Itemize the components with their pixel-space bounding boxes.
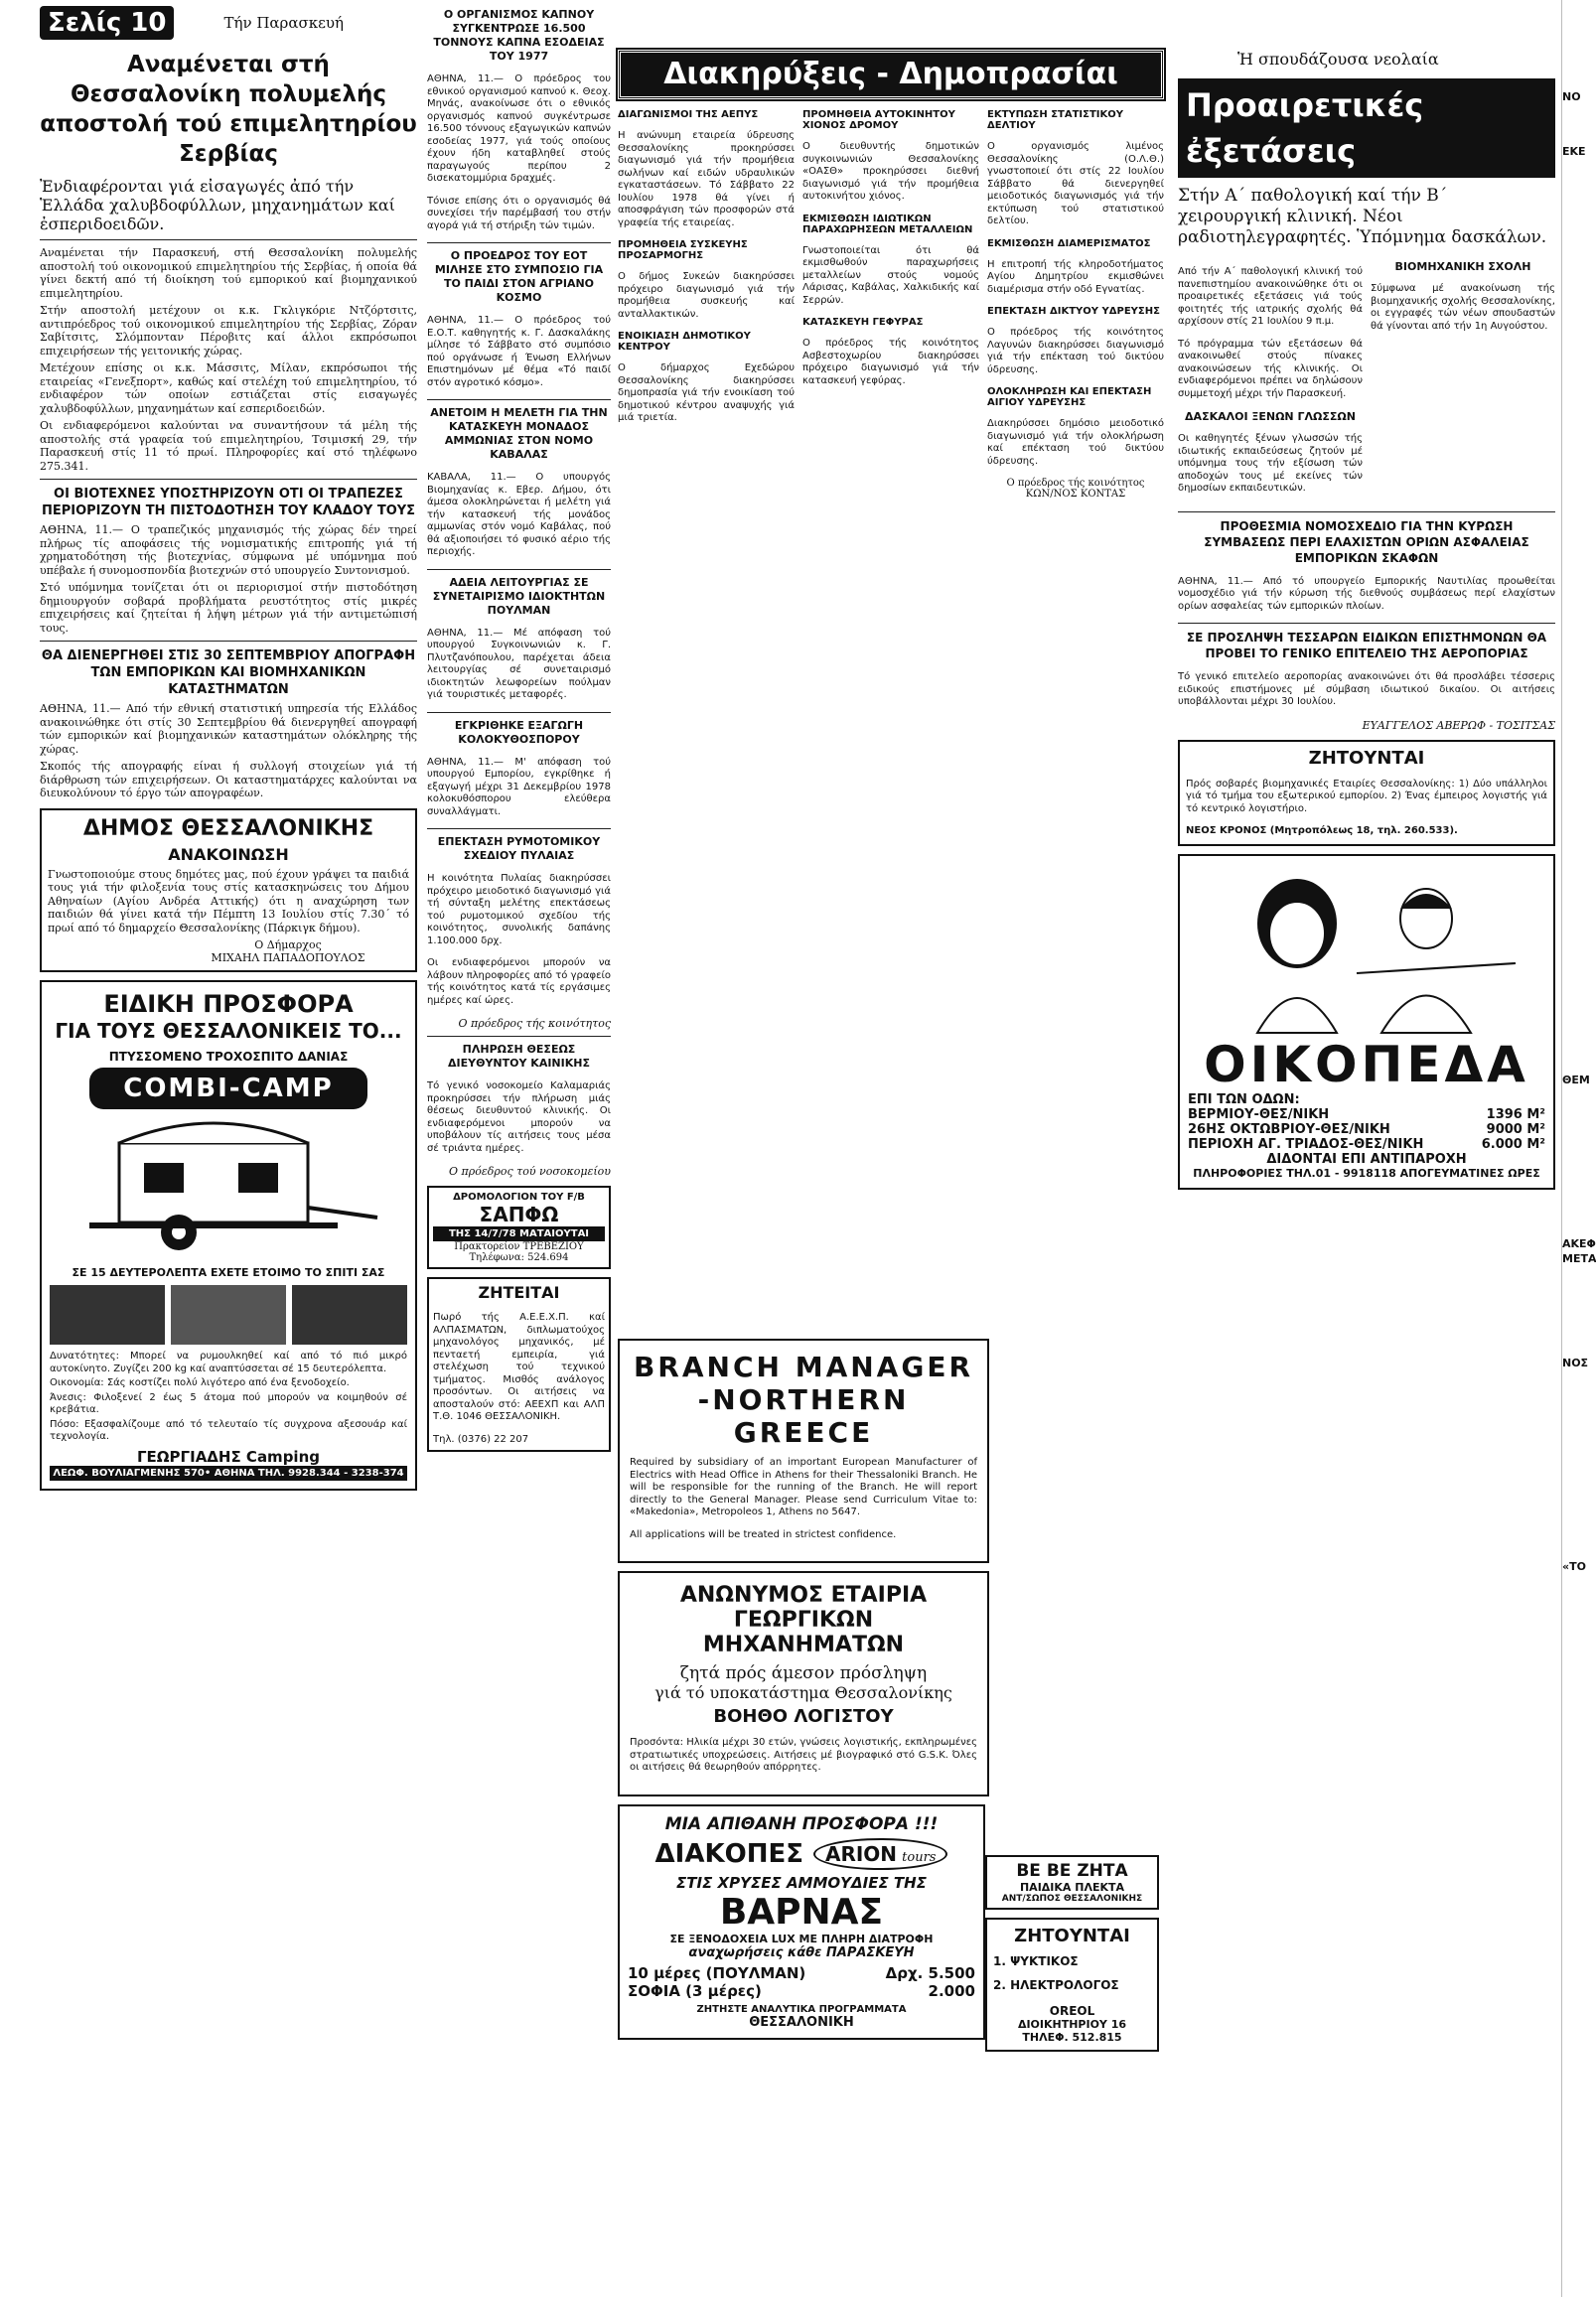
- dimos-sign-name: ΜΙΧΑΗΛ ΠΑΠΑΔΟΠΟΥΛΟΣ: [211, 951, 365, 964]
- lead-headline: Αναμένεται στή Θεσσαλονίκη πολυμελής αποστολή τού επιμελητηρίου Σερβίας: [40, 52, 417, 167]
- wanted-jobs-tel: ΤΗΛΕΦ. 512.815: [1022, 2031, 1122, 2044]
- toys-title: ΒΕ ΒΕ ΖΗΤΑ: [1016, 1861, 1128, 1881]
- tenders-grid: [618, 109, 1164, 500]
- tender-text: Ο οργανισμός λιμένος Θεσσαλονίκης (Ο.Λ.Θ.) γνωστοποιεί ότι στίς 22 Ιουλίου Σάββατο θά διενεργηθεί μειοδοτικός διαγωνισμός γιά τήν εκτύπωση τού στατιστικού δελτίου.: [987, 141, 1164, 226]
- varnas-line-1: ΣΤΙΣ ΧΡΥΣΕΣ ΑΜΜΟΥΔΙΕΣ ΤΗΣ: [676, 1873, 927, 1892]
- anonymos-ad: [618, 1571, 989, 1796]
- tobacco-paragraph: ΑΘΗΝΑ, 11.— Ο πρόεδρος του εθνικού οργανισμού καπνού κ. Θεοχ. Μηνάς, ανακοίνωσε ότι ο εθνικός οργανισμός καπνού συγκέντρωσε 16.500 τόννους εξαγωγικών καπνών εσοδείας 1977, γιά τούς οποίους έχουν ήδη καταβληθεί στούς παραγωγούς περίπου 2 δισεκατομμύρια δραχμές.: [427, 73, 611, 184]
- divider: [1178, 511, 1555, 512]
- column-3: [618, 0, 1164, 2284]
- arion-logo: [813, 1838, 947, 1870]
- divider: [427, 828, 611, 829]
- plot-area: 1396 Μ²: [1486, 1106, 1545, 1122]
- divider: [1178, 623, 1555, 624]
- varnas-info: ΖΗΤΗΣΤΕ ΑΝΑΛΥΤΙΚΑ ΠΡΟΓΡΑΜΜΑΤΑ: [696, 2003, 907, 2015]
- camp-photo: [50, 1285, 165, 1345]
- tender-heading: ΕΠΕΚΤΑΣΗ ΔΙΚΤΥΟΥ ΥΔΡΕΥΣΗΣ: [987, 306, 1160, 317]
- camp-photo: [292, 1285, 407, 1345]
- president-paragraph: ΑΘΗΝΑ, 11.— Ο πρόεδρος τού Ε.Ο.Τ. καθηγητής κ. Γ. Δασκαλάκης μίλησε τό Σάββατο στό συμπόσιο πού οργάνωσε ή Ένωση Ελλήνων Επιστημόνων μέ θέμα «Τό παιδί στόν αγροτικό κόσμο».: [427, 315, 611, 388]
- plot-area: 6.000 Μ²: [1481, 1136, 1545, 1152]
- census-paragraph: ΑΘΗΝΑ, 11.— Από τήν εθνική στατιστική υπηρεσία τής Ελλάδος ανακοινώθηκε ότι στίς 30 Σεπτεμβρίου θά διενεργηθεί απογραφή τών εμπορικών καί βιομηχανικών καταστημάτων ολόκληρης τής χώρας.: [40, 702, 417, 756]
- plots-deal: ΔΙΔΟΝΤΑΙ ΕΠΙ ΑΝΤΙΠΑΡΟΧΗ: [1266, 1151, 1467, 1167]
- plot-row: [1188, 1107, 1545, 1122]
- wanted-big-contact: ΝΕΟΣ ΚΡΟΝΟΣ (Μητροπόλεως 18, τηλ. 260.533).: [1186, 825, 1458, 836]
- camp-feature: Οικονομία: Σάς κοστίζει πολύ λιγότερο από ένα ξενοδοχείο.: [50, 1377, 350, 1388]
- tender-text: Ο δήμος Συκεών διακηρύσσει πρόχειρο διαγωνισμό γιά τήν προμήθεια συσκευής καί ανταλλακτικών.: [618, 271, 795, 320]
- adjacent-page-edge: [1561, 0, 1596, 2297]
- hiring-sign: ΕΥΑΓΓΕΛΟΣ ΑΒΕΡΩΦ - ΤΟΣΙΤΣΑΣ: [1362, 718, 1555, 732]
- varnas-tours: tours: [902, 1849, 937, 1865]
- plots-ad: [1178, 854, 1555, 1190]
- credit-headline: ΟΙ ΒΙΟΤΕΧΝΕΣ ΥΠΟΣΤΗΡΙΖΟΥΝ ΟΤΙ ΟΙ ΤΡΑΠΕΖΕΣ ΠΕΡΙΟΡΙΖΟΥΝ ΤΗ ΠΙΣΤΟΔΟΤΗΣΗ ΤΟΥ ΚΛΑΔΟΥ ΤΟΥΣ: [41, 487, 416, 518]
- anonymos-line-2: γιά τό υποκατάστημα Θεσσαλονίκης: [654, 1683, 952, 1702]
- tobacco-headline: Ο ΟΡΓΑΝΙΣΜΟΣ ΚΑΠΝΟΥ ΣΥΓΚΕΝΤΡΩΣΕ 16.500 ΤΟΝΝΟΥΣ ΚΑΠΝΑ ΕΣΟΔΕΙΑΣ ΤΟΥ 1977: [433, 8, 605, 63]
- anonymos-title-1: ΑΝΩΝΥΜΟΣ ΕΤΑΙΡΙΑ: [679, 1583, 928, 1608]
- tender-text: Η επιτροπή τής κληροδοτήματος Αγίου Δημητρίου εκμισθώνει διαμέρισμα στήν οδό Εγνατίας.: [987, 258, 1164, 295]
- camp-thumbnails: [50, 1285, 407, 1345]
- edge-text: ΝΟΣ: [1562, 1357, 1589, 1369]
- divider: [40, 641, 417, 642]
- colocynth-paragraph: ΑΘΗΝΑ, 11.— Μ' απόφαση τού υπουργού Εμπορίου, εγκρίθηκε ή εξαγωγή μέχρι 31 Δεκεμβρίου 1978 κολοκυθόσπορου ελεύθερα συναλλάγματι.: [427, 756, 611, 817]
- plots-road: ΕΠΙ ΤΩΝ ΟΔΩΝ:: [1188, 1091, 1300, 1107]
- edge-text: ΕΚΕ: [1562, 145, 1586, 158]
- youth-col: [1371, 256, 1555, 505]
- tenders-col: [802, 109, 979, 500]
- page-tag: Σελίς 10: [40, 6, 174, 40]
- varnas-brand: ARION: [824, 1841, 898, 1866]
- wanted-big-text: Πρός σοβαρές βιομηχανικές Εταιρίες Θεσσαλονίκης: 1) Δύο υπάλληλοι γιά τό τμήμα του εξωτερικού εμπορίου. 2) Ένας έμπειρος λογιστής γιά τό κεντρικό λογιστήριο.: [1186, 778, 1547, 814]
- wanted-jobs-title: ΖΗΤΟΥΝΤΑΙ: [1014, 1926, 1130, 1946]
- secretary-paragraph: Τό γενικό νοσοκομείο Καλαμαριάς προκηρύσσει τήν πλήρωση μιάς θέσεως διευθυντού κλινικής. Οι ενδιαφερόμενοι μπορούν να υποβάλουν τίς αιτήσεις τους μέσα σέ τριάντα ημέρες.: [427, 1080, 611, 1154]
- youth-col: [1178, 256, 1363, 505]
- section-banner: Διακηρύξεις - Δημοπρασίαι: [618, 50, 1164, 99]
- poultry-paragraph: ΑΘΗΝΑ, 11.— Μέ απόφαση τού υπουργού Συγκοινωνιών κ. Γ. Πλυτζανόπουλου, παρέχεται άδεια λειτουργίας σέ συνεταιρισμό ιδιοκτητών λεωφορείων πούλμαν γιά τουριστικές μεταφορές.: [427, 627, 611, 700]
- anonymos-line: ζητά πρός άμεσον πρόσληψη: [679, 1663, 928, 1683]
- caravan-illustration: [50, 1113, 407, 1262]
- column-1: [40, 0, 417, 2284]
- plot-location: ΠΕΡΙΟΧΗ ΑΓ. ΤΡΙΑΔΟΣ-ΘΕΣ/ΝΙΚΗ: [1188, 1136, 1424, 1152]
- teachers-paragraph: Οι καθηγητές ξένων γλωσσών τής ιδιωτικής εκπαιδεύσεως ζητούν μέ υπόμνημα τους τήν εξίσωση τών αποδοχών τους μέ εκείνες τών δημοσίων εκπαιδευτικών.: [1178, 433, 1363, 494]
- toys-line: ΑΝΤ/ΣΩΠΟΣ ΘΕΣΣΑΛΟΝΙΚΗΣ: [1001, 1894, 1143, 1904]
- credit-paragraph: ΑΘΗΝΑ, 11.— Ο τραπεζικός μηχανισμός τής χώρας δέν τηρεί πλήρως τίς αποφάσεις τής νομισματικής επιτροπής γιά τή χρηματοδότηση τής βιοτεχνίας, σύμφωνα μέ υπόμνημα πού υπέβαλε ή συνομοσπονδία βιοτεχνών στό υπουργείο Συντονισμού.: [40, 523, 417, 577]
- wanted-small-text: Πωρό τής Α.Ε.Ε.Χ.Π. καί ΑΛΠΑΣΜΑΤΩΝ, διπλωματούχος μηχανολόγος μηχανικός, μέ πενταετή εμπειρία, γιά στελέχωση τού τεχνικού τμήματος. Μισθός ανάλογος προσόντων. Οι αιτήσεις να αποσταλούν στό: ΑΕΕΧΠ και ΑΛΠ Τ.Θ. 1046 ΘΕΣΣΑΛΟΝΙΚΗ.: [433, 1312, 605, 1422]
- lead-paragraph: Στήν αποστολή μετέχουν οι κ.κ. Γκλιγκόριε Ντζόρτσιτς, αντιπρόεδρος τού οικονομικού επιμελητηρίου τής Σερβίας, Ζόραν Σαβίτσιτς, Σλόμπονταν Πέροβιτς καί άλλοι εκπρόσωποι επιχειρήσεων τής γειτονικής χώρας.: [40, 304, 417, 358]
- poultry-headline: ΑΔΕΙΑ ΛΕΙΤΟΥΡΓΙΑΣ ΣΕ ΣΥΝΕΤΑΙΡΙΣΜΟ ΙΔΙΟΚΤΗΤΩΝ ΠΟΥΛΜΑΝ: [432, 575, 606, 617]
- wanted-small-title: ΖΗΤΕΙΤΑΙ: [478, 1283, 560, 1302]
- divider: [40, 479, 417, 480]
- masthead-day: Τήν Παρασκευή: [223, 14, 344, 32]
- urban-sign: Ο πρόεδρος τής κοινότητος: [458, 1017, 611, 1030]
- dimos-title: ΔΗΜΟΣ ΘΕΣΣΑΛΟΝΙΚΗΣ: [82, 815, 374, 841]
- wanted-big-title: ΖΗΤΟΥΝΤΑΙ: [1308, 747, 1425, 769]
- plot-area: 9000 Μ²: [1486, 1121, 1545, 1137]
- camp-address: ΛΕΩΦ. ΒΟΥΛΙΑΓΜΕΝΗΣ 570• ΑΘΗΝΑ ΤΗΛ. 9928.344 - 3238-374: [50, 1466, 407, 1481]
- edge-text: ΘΕΜ: [1562, 1074, 1590, 1086]
- youth-body: [1178, 256, 1555, 505]
- wanted-small-ad: [427, 1277, 611, 1452]
- column-2: [427, 0, 611, 2284]
- vocschool-headline: ΒΙΟΜΗΧΑΝΙΚΗ ΣΧΟΛΗ: [1394, 260, 1531, 273]
- youth-deck: Στήν Α΄ παθολογική καί τήν Β΄ χειρουργική κλινική. Νέοι ραδιοτηλεγραφητές. Ὑπόμνημα δασκάλων.: [1178, 186, 1547, 247]
- census-headline: ΘΑ ΔΙΕΝΕΡΓΗΘΕΙ ΣΤΙΣ 30 ΣΕΠΤΕΜΒΡΙΟΥ ΑΠΟΓΡΑΦΗ ΤΩΝ ΕΜΠΟΡΙΚΩΝ ΚΑΙ ΒΙΟΜΗΧΑΝΙΚΩΝ ΚΑΤΑΣΤΗΜΑΤΩΝ: [41, 648, 416, 697]
- toys-ad: [985, 1855, 1159, 1910]
- camp-feature: Πόσο: Εξασφαλίζουμε από τό τελευταίο τίς συγχρονα αξεσουάρ καί τεχνολογία.: [50, 1418, 407, 1442]
- urban-headline: ΕΠΕΚΤΑΣΗ ΡΥΜΟΤΟΜΙΚΟΥ ΣΧΕΔΙΟΥ ΠΥΛΑΙΑΣ: [437, 835, 601, 862]
- varnas-price-value: Δρχ. 5.500: [885, 1963, 975, 1982]
- tenders-col: [618, 109, 795, 500]
- plot-location: 26ΗΣ ΟΚΤΩΒΡΙΟΥ-ΘΕΣ/ΝΙΚΗ: [1188, 1121, 1390, 1137]
- tender-heading: ΕΚΤΥΠΩΣΗ ΣΤΑΤΙΣΤΙΚΟΥ ΔΕΛΤΙΟΥ: [987, 109, 1123, 131]
- edge-text: ΝΟ: [1562, 90, 1581, 103]
- camp-title-1: ΕΙΔΙΚΗ ΠΡΟΣΦΟΡΑ: [103, 990, 354, 1018]
- varnas-line-2: ΣΕ ΞΕΝΟΔΟΧΕΙΑ LUX ΜΕ ΠΛΗΡΗ ΔΙΑΤΡΟΦΗ: [669, 1932, 934, 1945]
- wanted-small-contact: Τηλ. (0376) 22 207: [433, 1433, 529, 1445]
- tender-text: Η ανώνυμη εταιρεία ύδρευσης Θεσσαλονίκης προκηρύσσει διαγωνισμό γιά τήν προμήθεια σωλήνων καί ειδών υδραυλικών εγκαταστάσεων. Τό Σάββατο 22 Ιουλίου 1978 θά γίνει ή αποσφράγιση τών προσφορών στά γραφεία τής εταιρείας.: [618, 130, 795, 228]
- branch-note: All applications will be treated in strictest confidence.: [630, 1528, 897, 1540]
- branch-text: Required by subsidiary of an important European Manufacturer of Electrics with Head Office in Athens for their Thessaloniki Branch. He will be responsible for the running of the Branch. He will report directly to the General Manager. Please send Curriculum Vitae to: «Makedonia», Metropoleos 1, Athens no 5647.: [630, 1457, 977, 1517]
- dimos-subtitle: ΑΝΑΚΟΙΝΩΣΗ: [168, 844, 289, 864]
- colocynth-headline: ΕΓΚΡΙΘΗΚΕ ΕΞΑΓΩΓΗ ΚΟΛΟΚΥΘΟΣΠΟΡΟΥ: [454, 718, 584, 746]
- camp-brand: COMBI-CAMP: [89, 1068, 367, 1109]
- lead-paragraph: Αναμένεται τήν Παρασκευή, στή Θεσσαλονίκη πολυμελής αποστολή τού οικονομικού επιμελητηρίου τής Σερβίας, ή οποία θά γίνει δεκτή από τή διοίκηση τού εμπορικού καί βιομηχανικού επιμελητηρίου.: [40, 246, 417, 300]
- ammonia-headline: ΑΝΕΤΟΙΜ Η ΜΕΛΕΤΗ ΓΙΑ ΤΗΝ ΚΑΤΑΣΚΕΥΗ ΜΟΝΑΔΟΣ ΑΜΜΩΝΙΑΣ ΣΤΟΝ ΝΟΜΟ ΚΑΒΑΛΑΣ: [430, 406, 608, 461]
- toys-sub: ΠΑΙΔΙΚΑ ΠΛΕΚΤΑ: [1019, 1881, 1125, 1894]
- hiring-headline: ΣΕ ΠΡΟΣΛΗΨΗ ΤΕΣΣΑΡΩΝ ΕΙΔΙΚΩΝ ΕΠΙΣΤΗΜΟΝΩΝ ΘΑ ΠΡΟΒΕΙ ΤΟ ΓΕΝΙΚΟ ΕΠΙΤΕΛΕΙΟ ΤΗΣ ΑΕΡΟΠΟΡΙΑΣ: [1186, 631, 1547, 660]
- sapfo-line: ΤΗΣ 14/7/78 ΜΑΤΑΙΟΥΤΑΙ: [433, 1226, 605, 1241]
- camp-tagline: ΣΕ 15 ΔΕΥΤΕΡΟΛΕΠΤΑ ΕΧΕΤΕ ΕΤΟΙΜΟ ΤΟ ΣΠΙΤΙ ΣΑΣ: [72, 1266, 385, 1279]
- secretary-headline: ΠΛΗΡΩΣΗ ΘΕΣΕΩΣ ΔΙΕΥΘΥΝΤΟΥ ΚΑΙΝΙΚΗΣ: [448, 1043, 590, 1070]
- divider: [427, 399, 611, 400]
- plots-title: ΟΙΚΟΠΕΔΑ: [1204, 1035, 1529, 1093]
- camp-feature: Άνεσις: Φιλοξενεί 2 έως 5 άτομα πού μπορούν να κοιμηθούν σέ κρεβάτια.: [50, 1391, 407, 1415]
- youth-kicker: Ἡ σπουδάζουσα νεολαία: [1237, 50, 1439, 69]
- wanted-jobs-item: 1. ΨΥΚΤΙΚΟΣ: [993, 1954, 1079, 1968]
- divider: [427, 712, 611, 713]
- varnas-price-label: 10 μέρες (ΠΟΥΛΜΑΝ): [628, 1963, 806, 1982]
- plot-row: [1188, 1137, 1545, 1152]
- column-4: [1178, 0, 1555, 2284]
- tender-text: Διακηρύσσει δημόσιο μειοδοτικό διαγωνισμό γιά τήν ολοκλήρωση καί επέκταση τού δικτύου ύδρευσης.: [987, 418, 1164, 467]
- col3-ads: [618, 1331, 1164, 2048]
- anonymos-text: Προσόντα: Ηλικία μέχρι 30 ετών, γνώσεις λογιστικής, εκπληρωμένες στρατιωτικές υποχρεώσεις. Αιτήσεις μέ βιογραφικό στό G.S.K. Όλες οι αιτήσεις θά θεωρηθούν απόρρητες.: [630, 1737, 977, 1773]
- edge-text: ΜΕΤΑ: [1562, 1252, 1596, 1265]
- varnas-price-row: [628, 1982, 975, 2000]
- tender-sign-name: ΚΩΝ/ΝΟΣ ΚΟΝΤΑΣ: [1025, 489, 1126, 500]
- tender-heading: ΔΙΑΓΩΝΙΣΜΟΙ ΤΗΣ ΑΕΠΥΣ: [618, 109, 759, 120]
- naval-headline: ΠΡΟΘΕΣΜΙΑ ΝΟΜΟΣΧΕΔΙΟ ΓΙΑ ΤΗΝ ΚΥΡΩΣΗ ΣΥΜΒΑΣΕΩΣ ΠΕΡΙ ΕΛΑΧΙΣΤΩΝ ΟΡΙΩΝ ΑΣΦΑΛΕΙΑΣ ΕΜΠΟΡΙΚΩΝ ΣΚΑΦΩΝ: [1204, 518, 1529, 565]
- dimos-announcement: [40, 808, 417, 973]
- tender-heading: ΟΛΟΚΛΗΡΩΣΗ ΚΑΙ ΕΠΕΚΤΑΣΗ ΑΙΓΙΟΥ ΥΔΡΕΥΣΗΣ: [987, 386, 1152, 408]
- vocschool-paragraph: Σύμφωνα μέ ανακοίνωση τής βιομηχανικής σχολής Θεσσαλονίκης, οι εγγραφές τών νέων σπουδαστών θά γίνονται από τήν 1η Αυγούστου.: [1371, 283, 1555, 332]
- varnas-line-3: αναχωρήσεις κάθε ΠΑΡΑΣΚΕΥΗ: [688, 1944, 915, 1960]
- president-headline: Ο ΠΡΟΕΔΡΟΣ ΤΟΥ ΕΟΤ ΜΙΛΗΣΕ ΣΤΟ ΣΥΜΠΟΣΙΟ ΓΙΑ ΤΟ ΠΑΙΔΙ ΣΤΟΝ ΑΓΡΙΑΝΟ ΚΟΣΜΟ: [434, 249, 604, 304]
- varnas-tag: ΜΙΑ ΑΠΙΘΑΝΗ ΠΡΟΣΦΟΡΑ !!!: [664, 1813, 939, 1834]
- sapfo-agent: Πρακτορείον ΤΡΕΒΕΖΙΟΥ: [454, 1241, 584, 1252]
- tender-heading: ΠΡΟΜΗΘΕΙΑ ΣΥΣΚΕΥΗΣ ΠΡΟΣΑΡΜΟΓΗΣ: [618, 239, 748, 261]
- edge-text: «ΤΟ: [1562, 1560, 1586, 1573]
- lead-paragraph: Μετέχουν επίσης οι κ.κ. Μάσσιτς, Μίλαν, εκπρόσωποι τής εταιρείας «Γενεξπορτ», καθώς καί στελέχη τού επιμελητηρίου, τό ενδιαφέρον τών οποίων εστιάζεται στίς εισαγωγές χαλυβδοφύλλων, μηχανημάτων καί εσπεριδοειδών.: [40, 361, 417, 415]
- tender-heading: ΠΡΟΜΗΘΕΙΑ ΑΥΤΟΚΙΝΗΤΟΥ ΧΙΟΝΟΣ ΔΡΟΜΟΥ: [802, 109, 955, 131]
- varnas-vac: ΔΙΑΚΟΠΕΣ: [654, 1838, 803, 1869]
- divider: [427, 242, 611, 243]
- divider: [40, 239, 417, 240]
- tender-heading: ΚΑΤΑΣΚΕΥΗ ΓΕΦΥΡΑΣ: [802, 317, 924, 328]
- varnas-price-row: [628, 1964, 975, 1982]
- sapfo-title: ΔΡΟΜΟΛΟΓΙΟΝ ΤΟΥ F/B: [453, 1192, 585, 1203]
- urban-paragraph: Οι ενδιαφερόμενοι μπορούν να λάβουν πληροφορίες από τό γραφείο τής κοινότητος κατά τίς εργάσιμες ημέρες καί ώρες.: [427, 957, 611, 1006]
- col3-right-ads: [985, 1847, 1159, 2060]
- tenders-col: [987, 109, 1164, 500]
- tender-text: Ο πρόεδρος τής κοινότητος Ασβεστοχωρίου διακηρύσσει πρόχειρο διαγωνισμό γιά τήν κατασκευή γεφύρας.: [802, 338, 979, 386]
- camp-product-line: ΠΤΥΣΣΟΜΕΝΟ ΤΡΟΧΟΣΠΙΤΟ ΔΑΝΙΑΣ: [108, 1050, 349, 1064]
- tender-text: Ο διευθυντής δημοτικών συγκοινωνιών Θεσσαλονίκης «ΟΑΣΘ» προκηρύσσει διεθνή διαγωνισμό γιά τήν προμήθεια αυτοκινήτου χιόνος.: [802, 141, 979, 202]
- anonymos-role: ΒΟΗΘΟ ΛΟΓΙΣΤΟΥ: [713, 1706, 894, 1727]
- plots-info: ΠΛΗΡΟΦΟΡΙΕΣ ΤΗΛ.01 - 9918118 ΑΠΟΓΕΥΜΑΤΙΝΕΣ ΩΡΕΣ: [1193, 1166, 1540, 1180]
- branch-title-1: BRANCH MANAGER: [633, 1351, 974, 1383]
- youth-paragraph: Τό πρόγραμμα τών εξετάσεων θά ανακοινωθεί στούς πίνακες ανακοινώσεων τής κλινικής. Οι ενδιαφερόμενοι πρέπει να δηλώσουν συμμετοχή μέχρι τήν Παρασκευή.: [1178, 338, 1363, 399]
- varnas-name: ΒΑΡΝΑΣ: [719, 1891, 884, 1933]
- sapfo-ad: [427, 1186, 611, 1269]
- tender-heading: ΕΚΜΙΣΘΩΣΗ ΙΔΙΩΤΙΚΩΝ ΠΑΡΑΧΩΡΗΣΕΩΝ ΜΕΤΑΛΛΕΙΩΝ: [802, 213, 973, 235]
- branch-manager-ad: [618, 1339, 989, 1563]
- tender-sign-role: Ο πρόεδρος τής κοινότητος: [1006, 478, 1145, 489]
- dimos-sign-role: Ο Δήμαρχος: [254, 938, 322, 951]
- branch-title-2: -NORTHERN GREECE: [697, 1383, 910, 1449]
- plot-location: ΒΕΡΜΙΟΥ-ΘΕΣ/ΝΙΚΗ: [1188, 1106, 1330, 1122]
- varnas-ad: [618, 1804, 985, 2040]
- teachers-headline: ΔΑΣΚΑΛΟΙ ΞΕΝΩΝ ΓΛΩΣΣΩΝ: [1185, 410, 1356, 423]
- camp-feature: Δυνατότητες: Μπορεί να ρυμουλκηθεί καί από τό πιό μικρό αυτοκίνητο. Ζυγίζει 200 kg καί αναπτύσσεται σέ 15 δευτερόλεπτα.: [50, 1351, 407, 1374]
- varnas-addr: ΘΕΣΣΑΛΟΝΙΚΗ: [749, 2014, 854, 2030]
- tender-text: Ο πρόεδρος τής κοινότητος Λαγυνών διακηρύσσει διαγωνισμό γιά τήν επέκταση τού δικτύου ύδρευσης.: [987, 327, 1164, 375]
- hiring-paragraph: Τό γενικό επιτελείο αεροπορίας ανακοινώνει ότι θά προσλάβει τέσσερις ειδικούς επιστήμονες μέ σύμβαση ιδιωτικού δικαίου. Οι αιτήσεις υποβάλλονται μέχρι 30 Ιουλίου.: [1178, 671, 1555, 707]
- youth-headline: Προαιρετικές ἐξετάσεις: [1178, 78, 1555, 178]
- wanted-jobs-ad: [985, 1918, 1159, 2052]
- tender-heading: ΕΚΜΙΣΘΩΣΗ ΔΙΑΜΕΡΙΣΜΑΤΟΣ: [987, 237, 1151, 249]
- sapfo-name: ΣΑΠΦΩ: [479, 1203, 559, 1226]
- wanted-jobs-item: 2. ΗΛΕΚΤΡΟΛΟΓΟΣ: [993, 1978, 1119, 1992]
- tobacco-paragraph: Τόνισε επίσης ότι ο οργανισμός θά συνεχίσει τήν παρέμβασή του στήν αγορά γιά τή στήριξη τών τιμών.: [427, 195, 611, 231]
- divider: [427, 1036, 611, 1037]
- anonymos-title-2: ΓΕΩΡΓΙΚΩΝ ΜΗΧΑΝΗΜΑΤΩΝ: [702, 1608, 905, 1657]
- wanted-jobs-addr: ΔΙΟΙΚΗΤΗΡΙΟΥ 16: [1017, 2018, 1127, 2031]
- lead-paragraph: Οι ενδιαφερόμενοι καλούνται να συναντήσουν τά μέλη τής αποστολής στά γραφεία τού επιμελητηρίου, Τσιμισκή 29, τήν Παρασκευή στίς 11 τό πρωί. Πληροφορίες καί στό τηλέφωνο 275.341.: [40, 419, 417, 473]
- tender-heading: ΕΝΟΙΚΙΑΣΗ ΔΗΜΟΤΙΚΟΥ ΚΕΝΤΡΟΥ: [618, 331, 751, 353]
- masthead: [40, 6, 417, 40]
- credit-paragraph: Στό υπόμνημα τονίζεται ότι οι περιορισμοί στήν πιστοδότηση δημιουργούν σοβαρά προβλήματα ρευστότητος στίς μικρές επιχειρήσεις καί ζητείται ή λήψη μέτρων γιά τήν αντιμετώπισή τους.: [40, 581, 417, 635]
- couple-illustration: [1188, 864, 1545, 1033]
- tender-text: Γνωστοποιείται ότι θά εκμισθωθούν παραχωρήσεις μεταλλείων στούς νομούς Λάρισας, Καβάλας, Χαλκιδικής καί Σερρών.: [802, 244, 979, 306]
- varnas-price-value: 2.000: [928, 1981, 975, 2000]
- wanted-big-ad: [1178, 740, 1555, 846]
- plot-row: [1188, 1122, 1545, 1137]
- dimos-text: Γνωστοποιούμε στους δημότες μας, πού έχουν γράψει τα παιδιά τους γιά τήν φιλοξενία τους στίς κατασκηνώσεις του Δήμου Αθηναίων (Αγίου Ανδρέα Αττικής) ότι η αναχώρηση των παιδιών θά γίνει κατά τήν Πέμπτη 13 Ιουλίου στίς 7.30΄ τό πρωί από τό δημαρχείο Θεσσαλονίκης (Πάρκιγκ δήμου).: [48, 867, 409, 934]
- varnas-price-label: ΣΟΦΙΑ (3 μέρες): [628, 1981, 762, 2000]
- ammonia-paragraph: ΚΑΒΑΛΑ, 11.— Ο υπουργός Βιομηχανίας κ. Εβερ. Δήμου, ότι άμεσα ολοκληρώνεται ή μελέτη γιά τήν κατασκευή τής μονάδος αμμωνίας στόν νομό Καβάλας, πού θά αξιοποιήσει τό φυσικό αέριο τής περιοχής.: [427, 472, 611, 557]
- youth-paragraph: Από τήν Α΄ παθολογική κλινική τού πανεπιστημίου ανακοινώθηκε ότι οι προαιρετικές εξετάσεις γιά τούς φοιτητές τής ιατρικής σχολής θά αρχίσουν στίς 21 Ιουλίου 9 π.μ.: [1178, 266, 1363, 327]
- camp-title-2: ΓΙΑ ΤΟΥΣ ΘΕΣΣΑΛΟΝΙΚΕΙΣ ΤΟ...: [55, 1019, 402, 1043]
- tender-text: Ο δήμαρχος Εχεδώρου Θεσσαλονίκης διακηρύσσει δημοπρασία γιά τήν ενοικίαση τού δημοτικού κέντρου αναψυχής γιά μιά τριετία.: [618, 362, 795, 423]
- divider: [427, 569, 611, 570]
- naval-paragraph: ΑΘΗΝΑ, 11.— Από τό υπουργείο Εμπορικής Ναυτιλίας προωθείται νομοσχέδιο γιά τήν κύρωση τής διεθνούς συμβάσεως περί ελαχίστων ορίων ασφαλείας τών εμπορικών πλοίων.: [1178, 575, 1555, 612]
- camp-photo: [171, 1285, 286, 1345]
- census-paragraph: Σκοπός τής απογραφής είναι ή συλλογή στοιχείων γιά τή διάρθρωση τών επιχειρήσεων. Οι καταστηματάρχες καλούνται να διευκολύνουν τό έργο τών απογραφέων.: [40, 760, 417, 799]
- camp-dealer: ΓΕΩΡΓΙΑΔΗΣ Camping: [137, 1447, 320, 1466]
- secretary-sign: Ο πρόεδρος τού νοσοκομείου: [449, 1165, 611, 1178]
- lead-deck: Ἐνδιαφέρονται γιά εἰσαγωγές ἀπό τήν Ἑλλάδα χαλυβδοφύλλων, μηχανημάτων καί ἐσπεριδοειδῶν.: [40, 177, 395, 233]
- edge-text: ΑΚΕΦ: [1562, 1237, 1596, 1250]
- camp-ad: [40, 980, 417, 1491]
- urban-paragraph: Η κοινότητα Πυλαίας διακηρύσσει πρόχειρο μειοδοτικό διαγωνισμό γιά τή σύνταξη μελέτης επεκτάσεως τού ρυμοτομικού σχεδίου τής κοινότητος, συνολικής δαπάνης 1.100.000 δρχ.: [427, 873, 611, 946]
- varnas-header: [628, 1838, 975, 1870]
- sapfo-tel: Τηλέφωνα: 524.694: [469, 1252, 569, 1263]
- wanted-jobs-brand: OREOL: [1049, 2004, 1095, 2018]
